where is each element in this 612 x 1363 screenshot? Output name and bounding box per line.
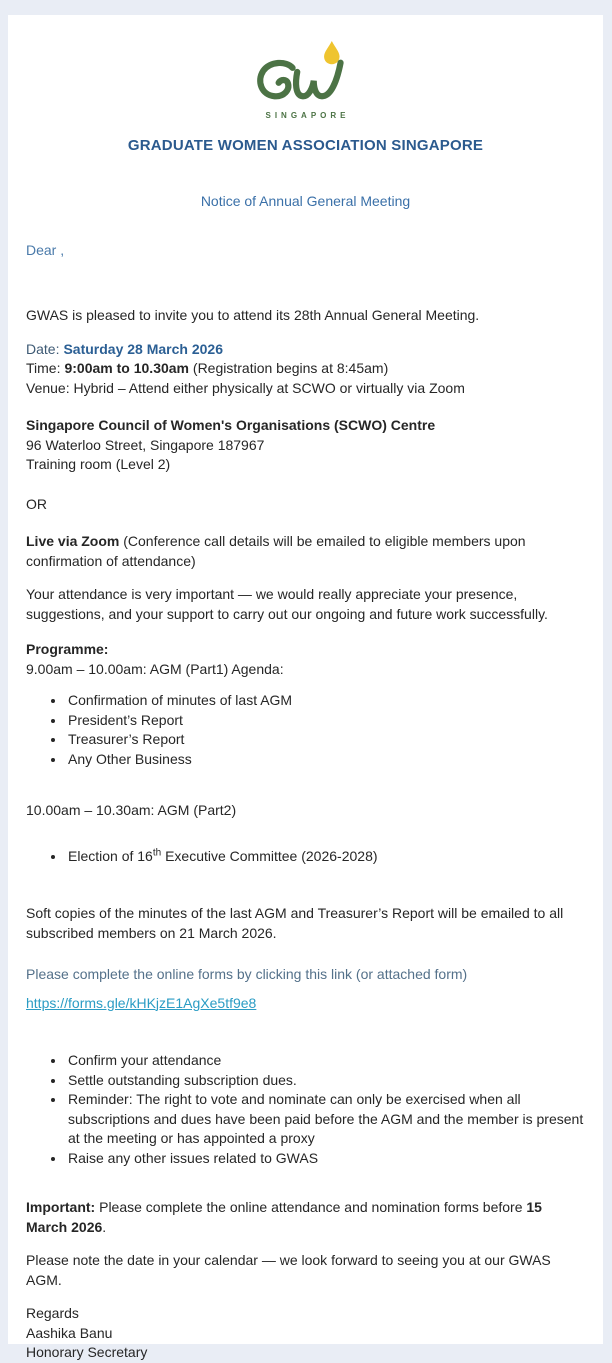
agenda-part1-heading: 9.00am – 10.00am: AGM (Part1) Agenda: <box>26 660 284 677</box>
page-subtitle: Notice of Annual General Meeting <box>200 193 411 209</box>
flame-icon <box>324 41 339 64</box>
time-label: Time: <box>26 360 61 376</box>
date-label: Date: <box>26 340 60 357</box>
time-line <box>26 359 585 379</box>
list-item: • President’s Report <box>66 711 585 731</box>
forms-link-line <box>26 994 585 1014</box>
list-item: • Confirmation of minutes of last AGM <box>66 691 585 711</box>
date-line <box>26 340 585 360</box>
gwas-logo <box>26 41 585 126</box>
gw-logo-icon <box>247 41 365 105</box>
or-separator: OR <box>26 495 47 512</box>
list-item: • Reminder: The right to vote and nominate can only be exercised when all subscriptions and dues have been paid before the AGM and the member is present at the meeting or has appointed a proxy <box>66 1090 585 1149</box>
greeting: Dear , <box>26 241 65 258</box>
action-items-list <box>26 1051 585 1168</box>
venue-name: Singapore Council of Women's Organisations (SCWO) Centre <box>26 417 436 433</box>
logo-caption: SINGAPORE <box>265 111 350 120</box>
list-item: • Raise any other issues related to GWAS <box>66 1149 585 1169</box>
sender-name: Aashika Banu <box>26 1324 113 1341</box>
intro-paragraph: GWAS is pleased to invite you to attend its 28th Annual General Meeting. <box>26 307 480 323</box>
page-title: GRADUATE WOMEN ASSOCIATION SINGAPORE <box>127 136 484 154</box>
zoom-option <box>26 532 585 571</box>
date-value: Saturday 28 March 2026 <box>63 340 223 357</box>
sender-title: Honorary Secretary <box>26 1344 148 1360</box>
time-note: (Registration begins at 8:45am) <box>189 360 389 376</box>
list-item: • Treasurer’s Report <box>66 730 585 750</box>
forms-link[interactable]: https://forms.gle/kHKjzE1AgXe5tf9e8 <box>26 994 257 1011</box>
venue-address-block <box>26 416 585 475</box>
forms-instruction: Please complete the online forms by clicking this link (or attached form) <box>26 966 468 982</box>
list-item: • Election of 16th Executive Committee (2026-2028) <box>66 847 585 867</box>
closing-note: Please note the date in your calendar — we look forward to seeing you at our GWAS AGM. <box>26 1252 551 1288</box>
zoom-option-title: Live via Zoom <box>26 533 120 549</box>
signature-block <box>26 1304 585 1363</box>
venue-value: Hybrid – Attend either physically at SCWO or virtually via Zoom <box>69 379 465 396</box>
venue-label: Venue: <box>26 379 70 396</box>
agenda-part2-list <box>26 847 585 867</box>
zoom-option-note: (Conference call details will be emailed to eligible members upon confirmation of attendance) <box>26 533 526 569</box>
deadline-date: 15 March 2026 <box>26 1199 542 1235</box>
list-item: • Confirm your attendance <box>66 1051 585 1071</box>
list-item: • Settle outstanding subscription dues. <box>66 1071 585 1091</box>
time-value: 9:00am to 10.30am <box>64 360 190 376</box>
programme-label: Programme: <box>26 641 109 657</box>
important-label: Important: <box>26 1199 96 1215</box>
meeting-details <box>26 340 585 399</box>
list-item: • Any Other Business <box>66 750 585 770</box>
signoff: Regards <box>26 1305 79 1321</box>
soft-copies-note: Soft copies of the minutes of the last AGM and Treasurer’s Report will be emailed to all subscribed members on 21 March 2026. <box>26 905 564 941</box>
attendance-note: Your attendance is very important — we would really appreciate your presence, suggestions, and your support to carry out our ongoing and future work successfully. <box>26 586 548 622</box>
venue-street: 96 Waterloo Street, Singapore 187967 <box>26 436 265 453</box>
ordinal-superscript: th <box>152 846 162 858</box>
agenda-part2-heading: 10.00am – 10.30am: AGM (Part2) <box>26 802 237 818</box>
venue-room: Training room (Level 2) <box>26 456 171 472</box>
email-body <box>8 15 603 1360</box>
agenda-part1-list <box>26 691 585 769</box>
important-note: Important: Please complete the online attendance and nomination forms before 15 March 2026. <box>26 1199 542 1235</box>
venue-line <box>26 379 585 399</box>
